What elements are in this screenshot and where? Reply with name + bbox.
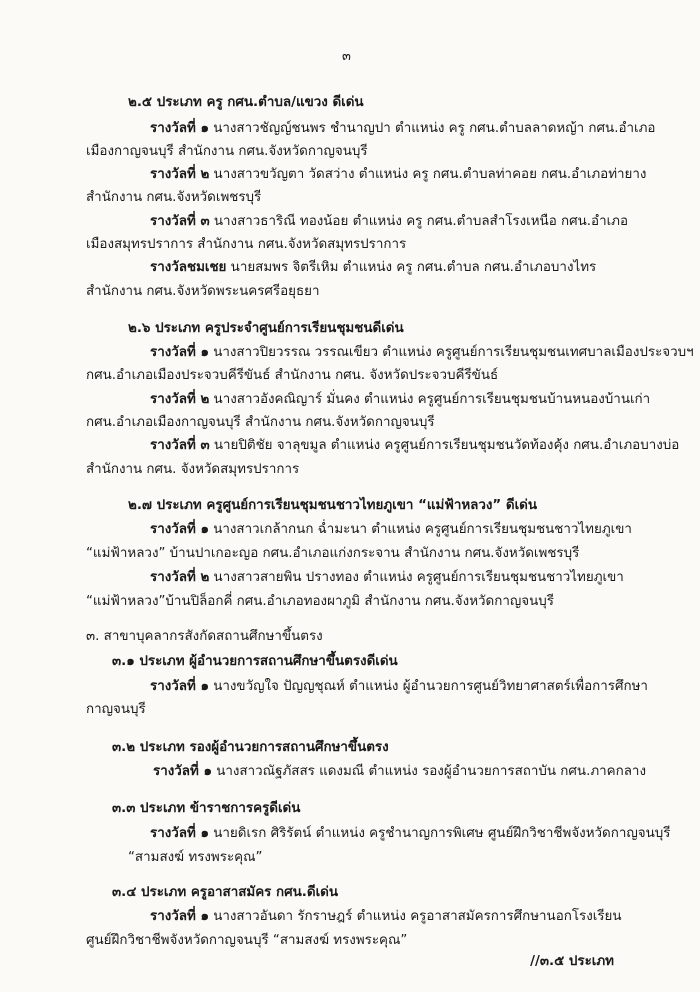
award-line: รางวัลชมเชย นายสมพร จิตรีเหิม ตำแหน่ง ครู กศน.ตำบล กศน.อำเภอบางไทร — [150, 260, 597, 275]
heading-3-1: ๓.๑ ประเภท ผู้อำนวยการสถานศึกษาขึ้นตรงดีเด่น — [112, 654, 398, 669]
award-line: รางวัลที่ ๒ นางสาวอังคณิญาร์ มั่นคง ตำแหน่ง ครูศูนย์การเรียนชุมชนบ้านหนองบ้านเก่า — [150, 392, 651, 407]
heading-2-5: ๒.๕ ประเภท ครู กศน.ตำบล/แขวง ดีเด่น — [128, 95, 364, 110]
continuation-line: “แม่ฟ้าหลวง”บ้านปิล็อกคี่ กศน.อำเภอทองผาภูมิ สำนักงาน กศน.จังหวัดกาญจนบุรี — [86, 594, 554, 609]
award-line: รางวัลที่ ๑ นายดิเรก ศิริรัตน์ ตำแหน่ง ครูชำนาญการพิเศษ ศูนย์ฝึกวิชาชีพจังหวัดกาญจนบุรี — [150, 826, 671, 841]
continuation-line: สำนักงาน กศน. จังหวัดสมุทรปราการ — [86, 462, 300, 477]
continuation-line: กศน.อำเภอเมืองประจวบคีรีขันธ์ สำนักงาน กศน. จังหวัดประจวบคีรีขันธ์ — [86, 368, 499, 383]
continued-footer: //๓.๕ ประเภท — [530, 954, 614, 969]
heading-2-7: ๒.๗ ประเภท ครูศูนย์การเรียนชุมชนชาวไทยภูเขา “แม่ฟ้าหลวง” ดีเด่น — [128, 498, 538, 513]
page-number: ๓ — [342, 49, 351, 64]
continuation-line: สำนักงาน กศน.จังหวัดพระนครศรีอยุธยา — [86, 284, 320, 299]
heading-3-4: ๓.๔ ประเภท ครูอาสาสมัคร กศน.ดีเด่น — [112, 885, 338, 900]
award-line: รางวัลที่ ๑ นางสาวอันดา รักราษฎร์ ตำแหน่ง ครูอาสาสมัครการศึกษานอกโรงเรียน — [150, 909, 622, 924]
award-line: รางวัลที่ ๑ นางสาวชัญญ์ชนพร ชำนาญปา ตำแหน่ง ครู กศน.ตำบลลาดหญ้า กศน.อำเภอ — [150, 121, 656, 136]
continuation-line: กศน.อำเภอเมืองกาญจนบุรี สำนักงาน กศน.จังหวัดกาญจนบุรี — [86, 415, 435, 430]
award-line: รางวัลที่ ๒ นางสาวขวัญตา วัดสว่าง ตำแหน่ง ครู กศน.ตำบลท่าคอย กศน.อำเภอท่ายาง — [150, 167, 647, 182]
award-line: รางวัลที่ ๑ นางสาวณัฐภัสสร แดงมณี ตำแหน่ง รองผู้อำนวยการสถาบัน กศน.ภาคกลาง — [153, 764, 646, 779]
award-line: รางวัลที่ ๒ นางสาวสายพิน ปรางทอง ตำแหน่ง ครูศูนย์การเรียนชุมชนชาวไทยภูเขา — [150, 570, 624, 585]
award-line: รางวัลที่ ๓ นางสาวธาริณี ทองน้อย ตำแหน่ง ครู กศน.ตำบลสำโรงเหนือ กศน.อำเภอ — [150, 214, 629, 229]
award-line: รางวัลที่ ๓ นายปิติชัย จาลุขมูล ตำแหน่ง ครูศูนย์การเรียนชุมชนวัดท้องคุ้ง กศน.อำเภอบางบ่อ — [150, 438, 680, 453]
heading-3-2: ๓.๒ ประเภท รองผู้อำนวยการสถานศึกษาขึ้นตรง — [112, 740, 389, 755]
continuation-line: เมืองสมุทรปราการ สำนักงาน กศน.จังหวัดสมุทรปราการ — [86, 237, 407, 252]
heading-2-6: ๒.๖ ประเภท ครูประจำศูนย์การเรียนชุมชนดีเด่น — [128, 321, 404, 336]
heading-3-3: ๓.๓ ประเภท ข้าราชการครูดีเด่น — [112, 801, 301, 816]
award-line: รางวัลที่ ๑ นางขวัญใจ ปัญญชุณห์ ตำแหน่ง ผู้อำนวยการศูนย์วิทยาศาสตร์เพื่อการศึกษา — [150, 679, 648, 694]
continuation-line: สำนักงาน กศน.จังหวัดเพชรบุรี — [86, 190, 262, 205]
continuation-line: กาญจนบุรี — [86, 702, 146, 717]
continuation-line: “สามสงฆ์ ทรงพระคุณ” — [128, 850, 263, 865]
section-3-heading: ๓. สาขาบุคลากรสังกัดสถานศึกษาขึ้นตรง — [86, 629, 323, 644]
award-line: รางวัลที่ ๑ นางสาวเกล้ากนก ฉ่ำมะนา ตำแหน่ง ครูศูนย์การเรียนชุมชนชาวไทยภูเขา — [150, 522, 632, 537]
continuation-line: ศูนย์ฝึกวิชาชีพจังหวัดกาญจนบุรี “สามสงฆ์ ทรงพระคุณ” — [86, 933, 408, 948]
continuation-line: เมืองกาญจนบุรี สำนักงาน กศน.จังหวัดกาญจนบุรี — [86, 144, 368, 159]
continuation-line: “แม่ฟ้าหลวง” บ้านปาเกอะญอ กศน.อำเภอแก่งกระจาน สำนักงาน กศน.จังหวัดเพชรบุรี — [86, 546, 580, 561]
award-line: รางวัลที่ ๑ นางสาวปิยวรรณ วรรณเขียว ตำแหน่ง ครูศูนย์การเรียนชุมชนเทศบาลเมืองประจวบฯ — [150, 345, 694, 360]
